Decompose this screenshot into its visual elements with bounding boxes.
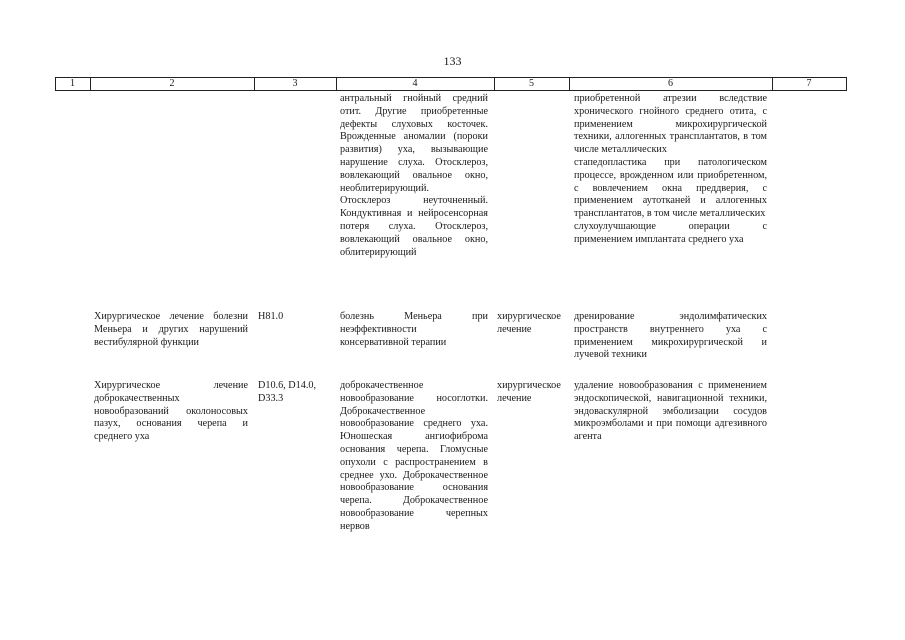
row-2-treatment: хирургическое лечение <box>497 311 561 335</box>
row-2-methods <box>574 311 767 362</box>
diagnosis-text: антральный гнойный средний отит. Другие приобретенные дефекты слуховых косточек. Врожденные аномалии (пороки развития) уха, вызывающие нарушение слуха. Отосклероз, вовлекающий овальное окно, необлитерирующий. <box>340 93 488 194</box>
row-3-treatment: хирургическое лечение <box>497 380 561 404</box>
column-divider <box>846 77 847 90</box>
method-text: удаление новообразования с применением эндоскопической, навигационной техники, эндоваскулярной эмболизации сосудов микроэмболами и при помощи адгезивного агента <box>574 380 767 443</box>
row-3-methods <box>574 380 767 444</box>
column-number-7: 7 <box>806 78 812 89</box>
diagnosis-text: болезнь Меньера при неэффективности консервативной терапии <box>340 311 488 348</box>
row-3-diagnoses <box>340 380 488 534</box>
diagnosis-text: Отосклероз неуточненный. Кондуктивная и нейросенсорная потеря слуха. Отосклероз, вовлекающий овальное окно, облитерирующий <box>340 195 488 258</box>
column-number-4: 4 <box>412 78 418 89</box>
column-number-5: 5 <box>529 78 534 89</box>
diagnosis-text: доброкачественное новообразование носоглотки. Доброкачественное новообразование среднего уха. Юношеская ангиофиброма основания черепа. Гломусные опухоли с распространением в среднее ухо. Доброкачественное новообразование основания черепа. Доброкачественное новообразование черепных нервов <box>340 380 488 532</box>
row-2-diagnoses <box>340 311 488 349</box>
method-text: слухоулучшающие операции с применением имплантата среднего уха <box>574 220 767 245</box>
column-number-2: 2 <box>169 78 175 89</box>
method-text: дренирование эндолимфатических пространств внутреннего уха с применением микрохирургической и лучевой техники <box>574 311 767 361</box>
row-2-name: Хирургическое лечение болезни Меньера и других нарушений вестибулярной функции <box>94 311 248 348</box>
column-number-1: 1 <box>70 78 75 89</box>
row-2-codes: H81.0 <box>258 311 284 322</box>
page-number: 133 <box>443 54 462 68</box>
column-number-3: 3 <box>292 78 298 89</box>
column-number-6: 6 <box>668 78 673 89</box>
row-1-diagnoses <box>340 93 488 259</box>
row-1-methods <box>574 93 767 247</box>
table-header-bottom-rule <box>55 90 847 91</box>
method-text: приобретенной атрезии вследствие хронического гнойного среднего отита, с применением микрохирургической техники, аллогенных трансплантатов, в том числе металлических <box>574 93 767 156</box>
row-3-codes: D10.6, D14.0, D33.3 <box>258 380 317 404</box>
method-text: стапедопластика при патологическом процессе, врожденном или приобретенном, с вовлечением окна преддверия, с применением аутотканей и аллогенных трансплантатов, в том числе металлических <box>574 156 767 220</box>
row-3-name: Хирургическое лечение доброкачественных новообразований околоносовых пазух, основания черепа и среднего уха <box>94 380 248 443</box>
